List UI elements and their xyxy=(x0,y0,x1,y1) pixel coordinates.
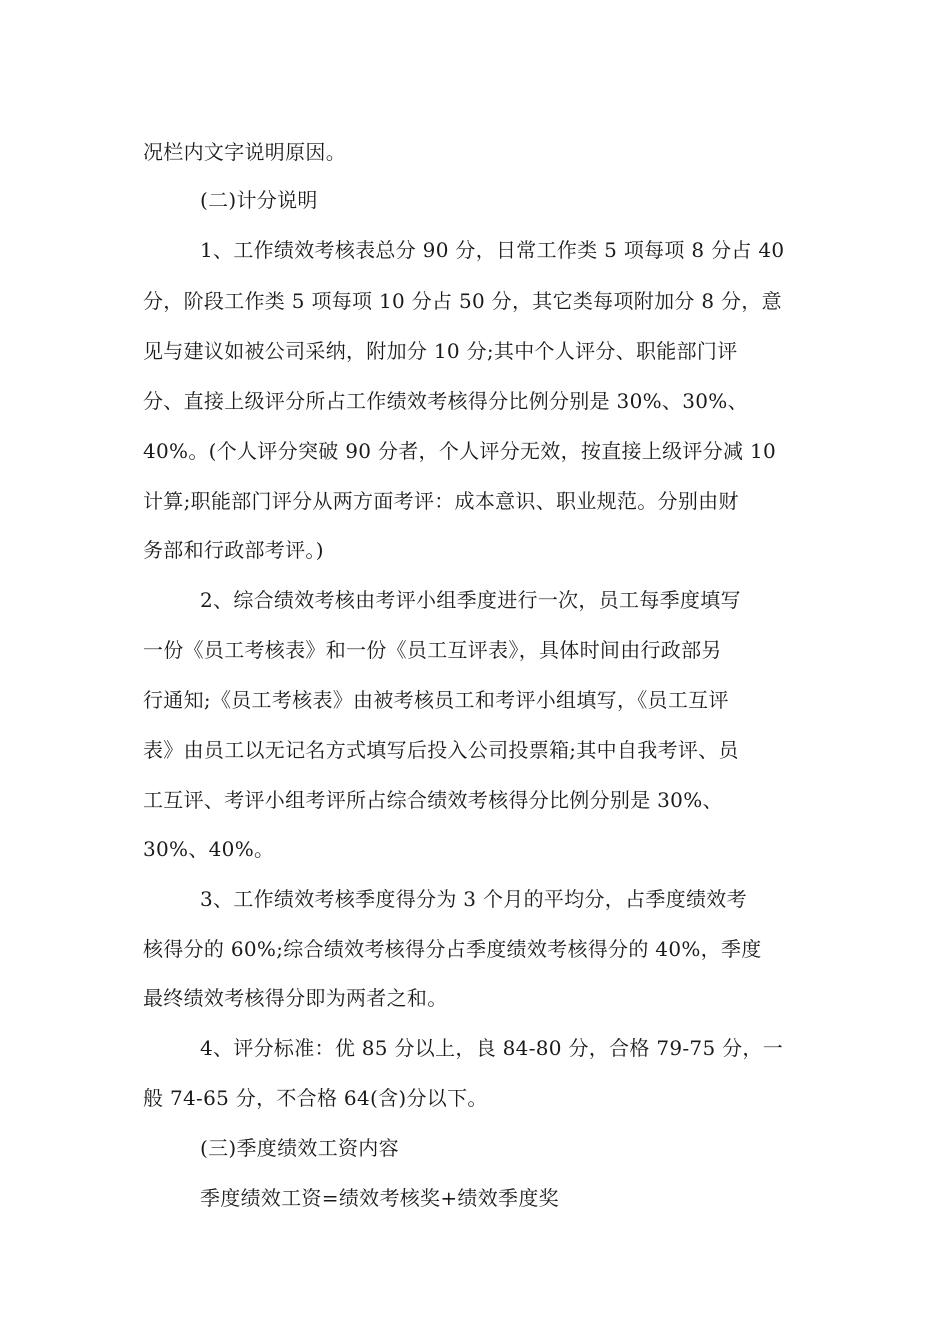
text-line: 计算;职能部门评分从两方面考评：成本意识、职业规范。分别由财 xyxy=(143,489,739,513)
text-line: 分，阶段工作类 5 项每项 10 分占 50 分，其它类每项附加分 8 分，意 xyxy=(143,289,782,313)
text-line: 3、工作绩效考核季度得分为 3 个月的平均分，占季度绩效考 xyxy=(200,887,747,911)
text-line: 40%。(个人评分突破 90 分者，个人评分无效，按直接上级评分减 10 xyxy=(143,439,777,463)
text-line: 分、直接上级评分所占工作绩效考核得分比例分别是 30%、30%、 xyxy=(143,389,748,413)
text-line: 2、综合绩效考核由考评小组季度进行一次，员工每季度填写 xyxy=(200,588,741,612)
section-heading: (三)季度绩效工资内容 xyxy=(200,1136,399,1160)
text-line: 表》由员工以无记名方式填写后投入公司投票箱;其中自我考评、员 xyxy=(143,738,739,762)
text-line: 行通知;《员工考核表》由被考核员工和考评小组填写，《员工互评 xyxy=(143,688,729,712)
section-heading: (二)计分说明 xyxy=(200,188,318,212)
text-line: 核得分的 60%;综合绩效考核得分占季度绩效考核得分的 40%，季度 xyxy=(143,937,762,961)
text-line: 况栏内文字说明原因。 xyxy=(143,140,346,164)
text-line: 工互评、考评小组考评所占综合绩效考核得分比例分别是 30%、 xyxy=(143,788,723,812)
text-line: 4、评分标准：优 85 分以上，良 84-80 分，合格 79-75 分，一 xyxy=(200,1036,784,1060)
text-line: 一份《员工考核表》和一份《员工互评表》，具体时间由行政部另 xyxy=(143,638,722,662)
text-line: 见与建议如被公司采纳，附加分 10 分;其中个人评分、职能部门评 xyxy=(143,339,738,363)
text-line: 务部和行政部考评。) xyxy=(143,538,324,562)
text-line: 般 74-65 分，不合格 64(含)分以下。 xyxy=(143,1086,488,1110)
text-line: 30%、40%。 xyxy=(143,837,275,861)
text-line: 最终绩效考核得分即为两者之和。 xyxy=(143,986,448,1010)
text-line: 季度绩效工资=绩效考核奖+绩效季度奖 xyxy=(200,1186,559,1210)
text-line: 1、工作绩效考核表总分 90 分，日常工作类 5 项每项 8 分占 40 xyxy=(200,238,785,262)
